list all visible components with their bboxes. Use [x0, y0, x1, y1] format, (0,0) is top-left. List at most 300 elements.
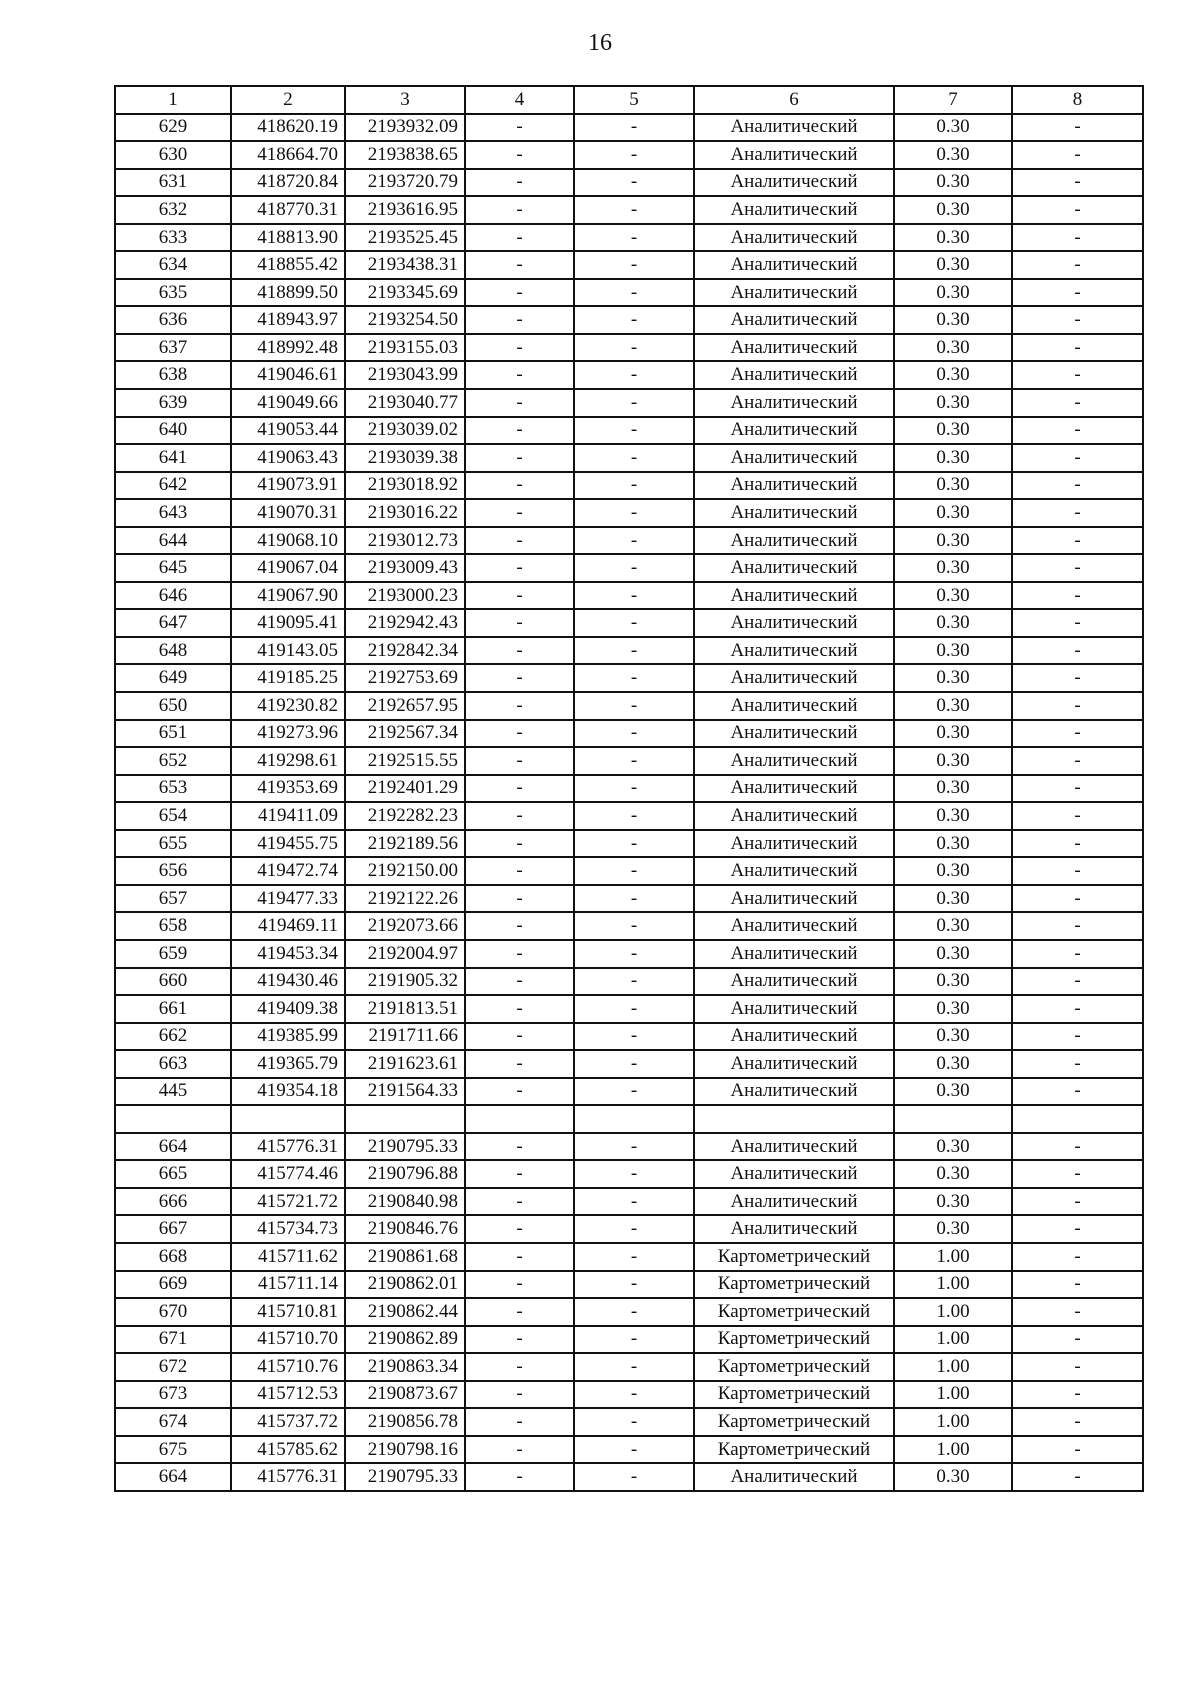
- table-row: [115, 334, 1143, 362]
- cell-point-number: 666: [115, 1188, 231, 1216]
- cell-col-5: -: [574, 224, 694, 252]
- cell-x-coordinate: 419070.31: [231, 499, 345, 527]
- cell-col-4: -: [465, 995, 574, 1023]
- cell-accuracy: 0.30: [894, 1078, 1012, 1106]
- table-row: [115, 554, 1143, 582]
- cell-col-4: -: [465, 389, 574, 417]
- cell-col-8: -: [1012, 775, 1143, 803]
- cell-method: Аналитический: [694, 554, 894, 582]
- cell-col-5: -: [574, 1078, 694, 1106]
- cell-col-5: -: [574, 169, 694, 197]
- cell-method: Аналитический: [694, 995, 894, 1023]
- cell-y-coordinate: 2193525.45: [345, 224, 465, 252]
- cell-col-5: -: [574, 1271, 694, 1299]
- cell-point-number: 649: [115, 664, 231, 692]
- cell-col-5: -: [574, 1408, 694, 1436]
- cell-y-coordinate: 2193040.77: [345, 389, 465, 417]
- cell-method: Аналитический: [694, 747, 894, 775]
- cell-accuracy: 0.30: [894, 224, 1012, 252]
- cell-accuracy: 0.30: [894, 306, 1012, 334]
- cell-col-4: -: [465, 720, 574, 748]
- cell-col-4: -: [465, 141, 574, 169]
- cell-accuracy: 0.30: [894, 527, 1012, 555]
- cell-accuracy: 0.30: [894, 196, 1012, 224]
- cell-y-coordinate: 2193012.73: [345, 527, 465, 555]
- cell-accuracy: 0.30: [894, 251, 1012, 279]
- cell-col-8: -: [1012, 1078, 1143, 1106]
- cell-col-8: -: [1012, 527, 1143, 555]
- cell-accuracy: 0.30: [894, 334, 1012, 362]
- cell-y-coordinate: 2190846.76: [345, 1215, 465, 1243]
- cell-col-5: -: [574, 802, 694, 830]
- cell-method: Аналитический: [694, 527, 894, 555]
- table-row: [115, 582, 1143, 610]
- cell-y-coordinate: 2193616.95: [345, 196, 465, 224]
- cell-accuracy: 0.30: [894, 720, 1012, 748]
- table-row: [115, 1188, 1143, 1216]
- cell-accuracy: 0.30: [894, 830, 1012, 858]
- table-row: [115, 1133, 1143, 1161]
- cell-point-number: 655: [115, 830, 231, 858]
- cell-point-number: 645: [115, 554, 231, 582]
- table-row: [115, 141, 1143, 169]
- cell-method: Аналитический: [694, 968, 894, 996]
- cell-col-4: -: [465, 279, 574, 307]
- cell-y-coordinate: 2193018.92: [345, 472, 465, 500]
- cell-accuracy: 0.30: [894, 1215, 1012, 1243]
- cell-col-4: -: [465, 692, 574, 720]
- cell-y-coordinate: 2193838.65: [345, 141, 465, 169]
- cell-col-5: -: [574, 279, 694, 307]
- table-row: [115, 527, 1143, 555]
- cell-x-coordinate: 418813.90: [231, 224, 345, 252]
- cell-accuracy: 1.00: [894, 1353, 1012, 1381]
- cell-col-5: -: [574, 692, 694, 720]
- cell-x-coordinate: 418770.31: [231, 196, 345, 224]
- cell-col-4: -: [465, 1408, 574, 1436]
- header-col-1: 1: [115, 86, 231, 114]
- cell-col-8: -: [1012, 940, 1143, 968]
- cell-accuracy: 0.30: [894, 1050, 1012, 1078]
- cell-point-number: 652: [115, 747, 231, 775]
- cell-accuracy: 1.00: [894, 1298, 1012, 1326]
- table-row: [115, 389, 1143, 417]
- cell-col-8: -: [1012, 444, 1143, 472]
- cell-col-8: -: [1012, 1298, 1143, 1326]
- cell-col-4: -: [465, 251, 574, 279]
- cell-point-number: 636: [115, 306, 231, 334]
- cell-x-coordinate: 415776.31: [231, 1133, 345, 1161]
- cell-accuracy: 0.30: [894, 417, 1012, 445]
- cell-method: Аналитический: [694, 637, 894, 665]
- cell-y-coordinate: 2193039.38: [345, 444, 465, 472]
- cell-col-8: -: [1012, 968, 1143, 996]
- cell-point-number: 664: [115, 1133, 231, 1161]
- table-row: [115, 1215, 1143, 1243]
- cell-method: Аналитический: [694, 857, 894, 885]
- cell-col-8: -: [1012, 554, 1143, 582]
- cell-col-8: -: [1012, 1353, 1143, 1381]
- cell-method: Аналитический: [694, 720, 894, 748]
- cell-col-4: -: [465, 664, 574, 692]
- cell-x-coordinate: 415734.73: [231, 1215, 345, 1243]
- cell-col-5: -: [574, 334, 694, 362]
- cell-col-4: -: [465, 1188, 574, 1216]
- cell-method: Картометрический: [694, 1408, 894, 1436]
- cell-x-coordinate: 419067.04: [231, 554, 345, 582]
- header-col-3: 3: [345, 86, 465, 114]
- cell-accuracy: 0.30: [894, 582, 1012, 610]
- cell-col-5: -: [574, 995, 694, 1023]
- cell-accuracy: 1.00: [894, 1381, 1012, 1409]
- cell-point-number: 642: [115, 472, 231, 500]
- cell-col-8: -: [1012, 1271, 1143, 1299]
- cell-col-4: -: [465, 334, 574, 362]
- cell-y-coordinate: 2190798.16: [345, 1436, 465, 1464]
- cell-accuracy: 0.30: [894, 472, 1012, 500]
- cell-x-coordinate: 419063.43: [231, 444, 345, 472]
- cell-method: Аналитический: [694, 251, 894, 279]
- cell-method: Аналитический: [694, 196, 894, 224]
- cell-y-coordinate: 2192150.00: [345, 857, 465, 885]
- cell-point-number: 674: [115, 1408, 231, 1436]
- table-row: [115, 912, 1143, 940]
- cell-col-4: -: [465, 1326, 574, 1354]
- cell-col-4: -: [465, 830, 574, 858]
- table-row: [115, 830, 1143, 858]
- cell-col-4: -: [465, 775, 574, 803]
- cell-x-coordinate: 419046.61: [231, 361, 345, 389]
- cell-col-5: -: [574, 306, 694, 334]
- cell-point-number: 659: [115, 940, 231, 968]
- cell-y-coordinate: 2193155.03: [345, 334, 465, 362]
- cell-col-8: -: [1012, 1436, 1143, 1464]
- cell-col-4: -: [465, 582, 574, 610]
- cell-accuracy: 0.30: [894, 389, 1012, 417]
- cell-col-8: -: [1012, 251, 1143, 279]
- cell-col-8: -: [1012, 417, 1143, 445]
- cell-col-4: -: [465, 1023, 574, 1051]
- cell-point-number: 673: [115, 1381, 231, 1409]
- cell-y-coordinate: 2190862.89: [345, 1326, 465, 1354]
- cell-accuracy: 0.30: [894, 279, 1012, 307]
- header-col-4: 4: [465, 86, 574, 114]
- cell-col-8: -: [1012, 912, 1143, 940]
- cell-col-8: -: [1012, 857, 1143, 885]
- table-row: [115, 1408, 1143, 1436]
- table-row: [115, 279, 1143, 307]
- table-row: [115, 361, 1143, 389]
- cell-point-number: 671: [115, 1326, 231, 1354]
- cell-y-coordinate: 2193039.02: [345, 417, 465, 445]
- page-number: 16: [588, 30, 612, 56]
- table-row: [115, 885, 1143, 913]
- cell-x-coordinate: 419068.10: [231, 527, 345, 555]
- cell-y-coordinate: 2190861.68: [345, 1243, 465, 1271]
- cell-col-5: -: [574, 251, 694, 279]
- cell-point-number: 650: [115, 692, 231, 720]
- cell-y-coordinate: 2191905.32: [345, 968, 465, 996]
- cell-point-number: 637: [115, 334, 231, 362]
- cell-x-coordinate: 415776.31: [231, 1463, 345, 1491]
- cell-method: Аналитический: [694, 1160, 894, 1188]
- cell-col-5: -: [574, 527, 694, 555]
- cell-col-5: -: [574, 940, 694, 968]
- cell-col-5: -: [574, 885, 694, 913]
- cell-y-coordinate: 2190796.88: [345, 1160, 465, 1188]
- cell-col-5: -: [574, 912, 694, 940]
- cell-col-8: -: [1012, 747, 1143, 775]
- cell-col-4: -: [465, 885, 574, 913]
- table-row: [115, 1160, 1143, 1188]
- cell-col-5: -: [574, 830, 694, 858]
- cell-point-number: 663: [115, 1050, 231, 1078]
- cell-method: [694, 1105, 894, 1133]
- cell-point-number: 675: [115, 1436, 231, 1464]
- cell-point-number: 668: [115, 1243, 231, 1271]
- cell-col-5: -: [574, 1023, 694, 1051]
- cell-col-5: -: [574, 582, 694, 610]
- table-row: [115, 775, 1143, 803]
- cell-col-5: -: [574, 637, 694, 665]
- table-row: [115, 609, 1143, 637]
- table-row: [115, 1381, 1143, 1409]
- cell-x-coordinate: 419409.38: [231, 995, 345, 1023]
- cell-y-coordinate: 2191564.33: [345, 1078, 465, 1106]
- table-row: [115, 940, 1143, 968]
- cell-col-8: -: [1012, 224, 1143, 252]
- cell-col-5: -: [574, 1298, 694, 1326]
- cell-col-5: -: [574, 1215, 694, 1243]
- cell-point-number: 644: [115, 527, 231, 555]
- cell-y-coordinate: 2193016.22: [345, 499, 465, 527]
- coordinates-table: [114, 85, 1144, 1492]
- cell-col-5: -: [574, 361, 694, 389]
- cell-point-number: 630: [115, 141, 231, 169]
- cell-method: Аналитический: [694, 609, 894, 637]
- cell-col-8: -: [1012, 1463, 1143, 1491]
- cell-col-4: -: [465, 361, 574, 389]
- cell-col-4: -: [465, 1078, 574, 1106]
- cell-accuracy: 0.30: [894, 968, 1012, 996]
- cell-col-8: -: [1012, 361, 1143, 389]
- cell-method: Картометрический: [694, 1381, 894, 1409]
- cell-col-5: -: [574, 609, 694, 637]
- cell-y-coordinate: 2192567.34: [345, 720, 465, 748]
- cell-col-5: -: [574, 444, 694, 472]
- cell-point-number: 662: [115, 1023, 231, 1051]
- cell-x-coordinate: 419472.74: [231, 857, 345, 885]
- cell-x-coordinate: 419385.99: [231, 1023, 345, 1051]
- cell-x-coordinate: 415721.72: [231, 1188, 345, 1216]
- cell-col-8: -: [1012, 802, 1143, 830]
- cell-col-8: -: [1012, 389, 1143, 417]
- cell-x-coordinate: 419453.34: [231, 940, 345, 968]
- table-row: [115, 1271, 1143, 1299]
- cell-y-coordinate: 2193720.79: [345, 169, 465, 197]
- cell-col-8: -: [1012, 995, 1143, 1023]
- cell-accuracy: 0.30: [894, 637, 1012, 665]
- cell-col-8: -: [1012, 720, 1143, 748]
- cell-col-4: -: [465, 912, 574, 940]
- cell-x-coordinate: 415710.81: [231, 1298, 345, 1326]
- cell-col-4: -: [465, 857, 574, 885]
- cell-col-4: -: [465, 417, 574, 445]
- table-row: [115, 1050, 1143, 1078]
- cell-col-8: -: [1012, 664, 1143, 692]
- cell-method: Аналитический: [694, 1078, 894, 1106]
- cell-method: Аналитический: [694, 940, 894, 968]
- table-row: [115, 1326, 1143, 1354]
- cell-col-8: -: [1012, 1160, 1143, 1188]
- header-col-6: 6: [694, 86, 894, 114]
- table-row: [115, 1353, 1143, 1381]
- cell-col-5: -: [574, 857, 694, 885]
- cell-col-4: -: [465, 802, 574, 830]
- cell-method: Картометрический: [694, 1298, 894, 1326]
- cell-y-coordinate: 2193043.99: [345, 361, 465, 389]
- cell-col-5: -: [574, 1436, 694, 1464]
- cell-x-coordinate: 419185.25: [231, 664, 345, 692]
- cell-method: Аналитический: [694, 830, 894, 858]
- cell-col-4: -: [465, 1160, 574, 1188]
- cell-y-coordinate: 2190862.44: [345, 1298, 465, 1326]
- table-row: [115, 692, 1143, 720]
- cell-col-4: -: [465, 1381, 574, 1409]
- cell-x-coordinate: 415785.62: [231, 1436, 345, 1464]
- table-row: [115, 499, 1143, 527]
- cell-accuracy: 0.30: [894, 857, 1012, 885]
- cell-x-coordinate: 418855.42: [231, 251, 345, 279]
- header-col-2: 2: [231, 86, 345, 114]
- cell-x-coordinate: 418720.84: [231, 169, 345, 197]
- cell-y-coordinate: 2192122.26: [345, 885, 465, 913]
- table-row: [115, 664, 1143, 692]
- cell-method: Аналитический: [694, 664, 894, 692]
- cell-point-number: 654: [115, 802, 231, 830]
- cell-y-coordinate: 2192004.97: [345, 940, 465, 968]
- cell-method: Картометрический: [694, 1326, 894, 1354]
- cell-x-coordinate: 415711.62: [231, 1243, 345, 1271]
- cell-method: Аналитический: [694, 417, 894, 445]
- cell-y-coordinate: 2190840.98: [345, 1188, 465, 1216]
- cell-accuracy: [894, 1105, 1012, 1133]
- cell-y-coordinate: 2193009.43: [345, 554, 465, 582]
- cell-y-coordinate: 2191813.51: [345, 995, 465, 1023]
- cell-col-4: -: [465, 1353, 574, 1381]
- table-row: [115, 995, 1143, 1023]
- cell-method: Аналитический: [694, 692, 894, 720]
- cell-col-4: -: [465, 747, 574, 775]
- cell-x-coordinate: 419469.11: [231, 912, 345, 940]
- cell-accuracy: 1.00: [894, 1326, 1012, 1354]
- cell-x-coordinate: 419049.66: [231, 389, 345, 417]
- cell-col-8: -: [1012, 472, 1143, 500]
- cell-accuracy: 0.30: [894, 885, 1012, 913]
- cell-col-5: [574, 1105, 694, 1133]
- cell-point-number: 648: [115, 637, 231, 665]
- cell-accuracy: 1.00: [894, 1243, 1012, 1271]
- cell-x-coordinate: 419365.79: [231, 1050, 345, 1078]
- cell-accuracy: 0.30: [894, 995, 1012, 1023]
- table-row: [115, 417, 1143, 445]
- cell-col-4: -: [465, 169, 574, 197]
- cell-point-number: 445: [115, 1078, 231, 1106]
- cell-y-coordinate: 2192282.23: [345, 802, 465, 830]
- cell-accuracy: 0.30: [894, 141, 1012, 169]
- cell-col-8: -: [1012, 1408, 1143, 1436]
- cell-method: Аналитический: [694, 472, 894, 500]
- cell-method: Аналитический: [694, 444, 894, 472]
- cell-col-5: -: [574, 141, 694, 169]
- cell-col-8: -: [1012, 1381, 1143, 1409]
- cell-y-coordinate: 2192842.34: [345, 637, 465, 665]
- cell-method: Аналитический: [694, 885, 894, 913]
- table-row: [115, 1023, 1143, 1051]
- cell-method: Аналитический: [694, 141, 894, 169]
- cell-method: Картометрический: [694, 1353, 894, 1381]
- cell-method: Аналитический: [694, 169, 894, 197]
- table-body: [115, 114, 1143, 1491]
- cell-col-5: -: [574, 417, 694, 445]
- cell-y-coordinate: 2192657.95: [345, 692, 465, 720]
- cell-col-4: -: [465, 1215, 574, 1243]
- table-row: [115, 196, 1143, 224]
- cell-col-8: -: [1012, 692, 1143, 720]
- cell-col-8: -: [1012, 830, 1143, 858]
- cell-x-coordinate: 415710.70: [231, 1326, 345, 1354]
- table-row: [115, 1243, 1143, 1271]
- cell-y-coordinate: 2190856.78: [345, 1408, 465, 1436]
- cell-accuracy: 0.30: [894, 1463, 1012, 1491]
- cell-col-4: -: [465, 554, 574, 582]
- cell-col-4: -: [465, 1271, 574, 1299]
- cell-col-4: -: [465, 114, 574, 142]
- cell-col-8: -: [1012, 114, 1143, 142]
- cell-col-5: -: [574, 968, 694, 996]
- cell-method: Аналитический: [694, 1215, 894, 1243]
- cell-col-4: -: [465, 637, 574, 665]
- cell-col-4: -: [465, 1243, 574, 1271]
- cell-y-coordinate: 2192515.55: [345, 747, 465, 775]
- cell-accuracy: 0.30: [894, 444, 1012, 472]
- cell-col-4: -: [465, 444, 574, 472]
- cell-col-8: -: [1012, 637, 1143, 665]
- cell-accuracy: 0.30: [894, 499, 1012, 527]
- cell-col-8: -: [1012, 582, 1143, 610]
- cell-y-coordinate: [345, 1105, 465, 1133]
- cell-x-coordinate: 419430.46: [231, 968, 345, 996]
- cell-method: Аналитический: [694, 1050, 894, 1078]
- cell-x-coordinate: 419477.33: [231, 885, 345, 913]
- cell-col-5: -: [574, 196, 694, 224]
- cell-method: Аналитический: [694, 1463, 894, 1491]
- cell-method: Аналитический: [694, 912, 894, 940]
- cell-method: Аналитический: [694, 334, 894, 362]
- table-row: [115, 857, 1143, 885]
- cell-y-coordinate: 2193438.31: [345, 251, 465, 279]
- cell-x-coordinate: 415737.72: [231, 1408, 345, 1436]
- cell-col-5: -: [574, 1381, 694, 1409]
- table-row: [115, 472, 1143, 500]
- cell-col-4: -: [465, 499, 574, 527]
- cell-col-4: -: [465, 1463, 574, 1491]
- cell-col-4: -: [465, 1298, 574, 1326]
- cell-col-4: -: [465, 1133, 574, 1161]
- cell-accuracy: 0.30: [894, 169, 1012, 197]
- cell-accuracy: 0.30: [894, 554, 1012, 582]
- cell-point-number: 664: [115, 1463, 231, 1491]
